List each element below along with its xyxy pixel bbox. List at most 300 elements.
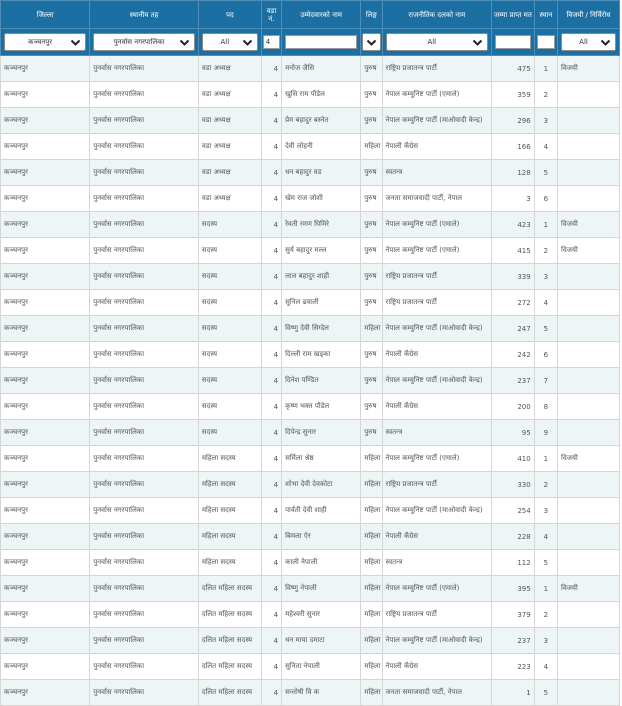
cell-district: कञ्चनपुर bbox=[1, 342, 90, 368]
cell-post: सदस्य bbox=[198, 394, 261, 420]
cell-party: नेपाल कम्युनिष्ट पार्टी (एमाले) bbox=[382, 212, 492, 238]
cell-district: कञ्चनपुर bbox=[1, 394, 90, 420]
filter-cell-party bbox=[382, 29, 492, 56]
cell-gender: महिला bbox=[361, 602, 382, 628]
cell-local-body: पुनर्वास नगरपालिका bbox=[90, 160, 199, 186]
cell-post: सदस्य bbox=[198, 212, 261, 238]
table-row[interactable] bbox=[1, 524, 620, 550]
cell-votes: 423 bbox=[492, 212, 535, 238]
cell-gender: महिला bbox=[361, 550, 382, 576]
cell-candidate: विष्णु देवी सिग्देल bbox=[282, 316, 361, 342]
cell-candidate: विष्णु नेपाली bbox=[282, 576, 361, 602]
cell-post: वडा अध्यक्ष bbox=[198, 134, 261, 160]
cell-local-body: पुनर्वास नगरपालिका bbox=[90, 420, 199, 446]
cell-rank: 6 bbox=[534, 186, 557, 212]
cell-local-body: पुनर्वास नगरपालिका bbox=[90, 82, 199, 108]
cell-local-body: पुनर्वास नगरपालिका bbox=[90, 368, 199, 394]
cell-result bbox=[558, 550, 620, 576]
district-filter-value: कञ्चनपुर bbox=[28, 37, 53, 46]
col-header-rank[interactable]: स्थान bbox=[534, 1, 557, 29]
table-row[interactable] bbox=[1, 264, 620, 290]
result-filter-value: All bbox=[579, 38, 588, 46]
cell-party: स्वतन्त्र bbox=[382, 160, 492, 186]
cell-post: महिला सदस्य bbox=[198, 550, 261, 576]
col-header-votes[interactable]: जम्मा प्राप्त मत bbox=[492, 1, 535, 29]
cell-candidate: सुनिल ढवाली bbox=[282, 290, 361, 316]
cell-candidate: काली नेपाली bbox=[282, 550, 361, 576]
filter-cell-local-body bbox=[90, 29, 199, 56]
table-row[interactable] bbox=[1, 654, 620, 680]
rank-filter-input[interactable] bbox=[537, 35, 555, 49]
cell-district: कञ्चनपुर bbox=[1, 446, 90, 472]
cell-result bbox=[558, 654, 620, 680]
table-row[interactable] bbox=[1, 108, 620, 134]
filter-cell-rank bbox=[534, 29, 557, 56]
cell-ward: 4 bbox=[261, 108, 281, 134]
cell-district: कञ्चनपुर bbox=[1, 134, 90, 160]
cell-post: महिला सदस्य bbox=[198, 524, 261, 550]
cell-post: दलित महिला सदस्य bbox=[198, 680, 261, 706]
cell-local-body: पुनर्वास नगरपालिका bbox=[90, 290, 199, 316]
table-row[interactable] bbox=[1, 394, 620, 420]
cell-party: नेपाली कँग्रेस bbox=[382, 654, 492, 680]
cell-gender: पुरुष bbox=[361, 290, 382, 316]
cell-rank: 1 bbox=[534, 576, 557, 602]
cell-result bbox=[558, 160, 620, 186]
col-header-gender[interactable]: लिङ्ग bbox=[361, 1, 382, 29]
cell-gender: पुरुष bbox=[361, 56, 382, 82]
cell-party: नेपाल कम्युनिष्ट पार्टी (माओवादी केन्द्र) bbox=[382, 316, 492, 342]
cell-party: नेपाल कम्युनिष्ट पार्टी (एमाले) bbox=[382, 238, 492, 264]
cell-candidate: सर्मिला श्रेष्ठ bbox=[282, 446, 361, 472]
cell-post: वडा अध्यक्ष bbox=[198, 82, 261, 108]
table-row[interactable] bbox=[1, 82, 620, 108]
cell-rank: 5 bbox=[534, 160, 557, 186]
cell-local-body: पुनर्वास नगरपालिका bbox=[90, 264, 199, 290]
cell-party: नेपाल कम्युनिष्ट पार्टी (एमाले) bbox=[382, 82, 492, 108]
party-filter-select[interactable] bbox=[386, 33, 489, 51]
table-row[interactable] bbox=[1, 134, 620, 160]
cell-gender: पुरुष bbox=[361, 394, 382, 420]
cell-post: वडा अध्यक्ष bbox=[198, 56, 261, 82]
cell-votes: 237 bbox=[492, 368, 535, 394]
table-row[interactable] bbox=[1, 602, 620, 628]
post-filter-select[interactable] bbox=[202, 33, 258, 51]
cell-post: सदस्य bbox=[198, 316, 261, 342]
cell-votes: 410 bbox=[492, 446, 535, 472]
local-body-filter-select[interactable] bbox=[93, 33, 195, 51]
cell-rank: 7 bbox=[534, 368, 557, 394]
cell-gender: पुरुष bbox=[361, 368, 382, 394]
ward-filter-input[interactable]: 4 bbox=[263, 35, 280, 49]
chevron-down-icon bbox=[600, 38, 611, 47]
cell-result: विजयी bbox=[558, 576, 620, 602]
cell-rank: 1 bbox=[534, 56, 557, 82]
cell-ward: 4 bbox=[261, 602, 281, 628]
col-header-result[interactable]: विजयी / निर्विरोध bbox=[558, 1, 620, 29]
table-row[interactable] bbox=[1, 446, 620, 472]
cell-party: राष्ट्रिय प्रजातन्त्र पार्टी bbox=[382, 602, 492, 628]
cell-ward: 4 bbox=[261, 186, 281, 212]
cell-votes: 359 bbox=[492, 82, 535, 108]
cell-result bbox=[558, 108, 620, 134]
cell-candidate: कृष्ण भक्त पौडेल bbox=[282, 394, 361, 420]
cell-party: राष्ट्रिय प्रजातन्त्र पार्टी bbox=[382, 472, 492, 498]
col-header-district[interactable]: जिल्ला bbox=[1, 1, 90, 29]
cell-ward: 4 bbox=[261, 394, 281, 420]
cell-post: सदस्य bbox=[198, 290, 261, 316]
cell-result bbox=[558, 342, 620, 368]
cell-local-body: पुनर्वास नगरपालिका bbox=[90, 134, 199, 160]
cell-ward: 4 bbox=[261, 654, 281, 680]
filter-cell-gender bbox=[361, 29, 382, 56]
cell-rank: 4 bbox=[534, 290, 557, 316]
cell-district: कञ्चनपुर bbox=[1, 56, 90, 82]
cell-district: कञ्चनपुर bbox=[1, 290, 90, 316]
col-header-party[interactable]: राजनीतिक दलको नाम bbox=[382, 1, 492, 29]
cell-candidate: सन्तोषी वि क bbox=[282, 680, 361, 706]
cell-result: विजयी bbox=[558, 446, 620, 472]
cell-party: नेपाली कँग्रेस bbox=[382, 342, 492, 368]
cell-party: स्वतन्त्र bbox=[382, 420, 492, 446]
cell-district: कञ्चनपुर bbox=[1, 550, 90, 576]
cell-party: नेपाल कम्युनिष्ट पार्टी (एमाले) bbox=[382, 576, 492, 602]
cell-party: नेपाल कम्युनिष्ट पार्टी (माओवादी केन्द्र) bbox=[382, 368, 492, 394]
table-row[interactable] bbox=[1, 498, 620, 524]
cell-votes: 475 bbox=[492, 56, 535, 82]
cell-local-body: पुनर्वास नगरपालिका bbox=[90, 628, 199, 654]
table-body bbox=[1, 56, 620, 706]
cell-gender: महिला bbox=[361, 576, 382, 602]
cell-candidate: बिमला ऐर bbox=[282, 524, 361, 550]
cell-post: दलित महिला सदस्य bbox=[198, 602, 261, 628]
party-filter-value: All bbox=[427, 38, 437, 46]
filter-cell-district bbox=[1, 29, 90, 56]
cell-rank: 5 bbox=[534, 680, 557, 706]
cell-local-body: पुनर्वास नगरपालिका bbox=[90, 186, 199, 212]
cell-votes: 242 bbox=[492, 342, 535, 368]
cell-district: कञ्चनपुर bbox=[1, 368, 90, 394]
cell-local-body: पुनर्वास नगरपालिका bbox=[90, 316, 199, 342]
cell-votes: 223 bbox=[492, 654, 535, 680]
cell-result bbox=[558, 524, 620, 550]
cell-rank: 5 bbox=[534, 316, 557, 342]
filter-cell-result bbox=[558, 29, 620, 56]
cell-district: कञ्चनपुर bbox=[1, 186, 90, 212]
col-header-local-body[interactable]: स्थानीय तह bbox=[90, 1, 199, 29]
table-row[interactable] bbox=[1, 472, 620, 498]
cell-post: दलित महिला सदस्य bbox=[198, 576, 261, 602]
cell-gender: महिला bbox=[361, 472, 382, 498]
cell-district: कञ्चनपुर bbox=[1, 316, 90, 342]
cell-local-body: पुनर्वास नगरपालिका bbox=[90, 576, 199, 602]
table-row[interactable] bbox=[1, 550, 620, 576]
cell-local-body: पुनर्वास नगरपालिका bbox=[90, 498, 199, 524]
cell-gender: पुरुष bbox=[361, 186, 382, 212]
table-row[interactable] bbox=[1, 420, 620, 446]
cell-gender: पुरुष bbox=[361, 264, 382, 290]
cell-candidate: दिनेश पण्डित bbox=[282, 368, 361, 394]
cell-rank: 2 bbox=[534, 472, 557, 498]
cell-rank: 4 bbox=[534, 654, 557, 680]
cell-post: सदस्य bbox=[198, 264, 261, 290]
cell-ward: 4 bbox=[261, 628, 281, 654]
chevron-down-icon bbox=[70, 38, 81, 47]
table-row[interactable] bbox=[1, 576, 620, 602]
cell-rank: 9 bbox=[534, 420, 557, 446]
cell-ward: 4 bbox=[261, 550, 281, 576]
cell-candidate: खेम राज जोशी bbox=[282, 186, 361, 212]
cell-gender: महिला bbox=[361, 498, 382, 524]
cell-ward: 4 bbox=[261, 238, 281, 264]
cell-gender: महिला bbox=[361, 524, 382, 550]
cell-ward: 4 bbox=[261, 212, 281, 238]
cell-result bbox=[558, 264, 620, 290]
cell-candidate: मनोज जैसि bbox=[282, 56, 361, 82]
cell-district: कञ्चनपुर bbox=[1, 160, 90, 186]
cell-party: जनता समाजवादी पार्टी, नेपाल bbox=[382, 680, 492, 706]
cell-result bbox=[558, 472, 620, 498]
cell-local-body: पुनर्वास नगरपालिका bbox=[90, 238, 199, 264]
col-header-ward[interactable]: वडा नं. bbox=[261, 1, 281, 29]
cell-gender: महिला bbox=[361, 654, 382, 680]
cell-result bbox=[558, 394, 620, 420]
cell-post: सदस्य bbox=[198, 238, 261, 264]
cell-district: कञ्चनपुर bbox=[1, 238, 90, 264]
cell-post: महिला सदस्य bbox=[198, 498, 261, 524]
cell-rank: 1 bbox=[534, 446, 557, 472]
filter-cell-candidate bbox=[282, 29, 361, 56]
table-row[interactable] bbox=[1, 368, 620, 394]
cell-result bbox=[558, 82, 620, 108]
cell-gender: पुरुष bbox=[361, 420, 382, 446]
cell-result bbox=[558, 602, 620, 628]
cell-gender: पुरुष bbox=[361, 342, 382, 368]
cell-party: नेपाली कँग्रेस bbox=[382, 394, 492, 420]
chevron-down-icon bbox=[242, 38, 253, 47]
cell-candidate: सुनिता नेपाली bbox=[282, 654, 361, 680]
cell-post: वडा अध्यक्ष bbox=[198, 160, 261, 186]
cell-post: सदस्य bbox=[198, 342, 261, 368]
cell-gender: महिला bbox=[361, 680, 382, 706]
filter-row bbox=[1, 29, 620, 56]
cell-district: कञ्चनपुर bbox=[1, 108, 90, 134]
cell-ward: 4 bbox=[261, 498, 281, 524]
table-row[interactable] bbox=[1, 160, 620, 186]
table-row[interactable] bbox=[1, 238, 620, 264]
cell-rank: 2 bbox=[534, 602, 557, 628]
cell-post: वडा अध्यक्ष bbox=[198, 108, 261, 134]
votes-filter-input[interactable] bbox=[495, 35, 531, 49]
cell-local-body: पुनर्वास नगरपालिका bbox=[90, 472, 199, 498]
cell-candidate: सुर्य बहादुर मल्ल bbox=[282, 238, 361, 264]
cell-rank: 3 bbox=[534, 498, 557, 524]
cell-votes: 237 bbox=[492, 628, 535, 654]
cell-result bbox=[558, 290, 620, 316]
cell-gender: महिला bbox=[361, 628, 382, 654]
cell-post: दलित महिला सदस्य bbox=[198, 654, 261, 680]
cell-party: जनता समाजवादी पार्टी, नेपाल bbox=[382, 186, 492, 212]
cell-result bbox=[558, 498, 620, 524]
cell-rank: 8 bbox=[534, 394, 557, 420]
cell-votes: 128 bbox=[492, 160, 535, 186]
cell-ward: 4 bbox=[261, 290, 281, 316]
cell-ward: 4 bbox=[261, 420, 281, 446]
cell-rank: 4 bbox=[534, 524, 557, 550]
cell-ward: 4 bbox=[261, 576, 281, 602]
table-row[interactable] bbox=[1, 628, 620, 654]
cell-post: सदस्य bbox=[198, 368, 261, 394]
district-filter-select[interactable] bbox=[4, 33, 86, 51]
cell-candidate: धन माया दमाटा bbox=[282, 628, 361, 654]
cell-post: महिला सदस्य bbox=[198, 472, 261, 498]
cell-result bbox=[558, 420, 620, 446]
cell-local-body: पुनर्वास नगरपालिका bbox=[90, 602, 199, 628]
cell-district: कञ्चनपुर bbox=[1, 654, 90, 680]
cell-ward: 4 bbox=[261, 524, 281, 550]
cell-post: दलित महिला सदस्य bbox=[198, 628, 261, 654]
cell-votes: 247 bbox=[492, 316, 535, 342]
cell-result bbox=[558, 134, 620, 160]
cell-rank: 1 bbox=[534, 212, 557, 238]
cell-result bbox=[558, 368, 620, 394]
result-filter-select[interactable] bbox=[561, 33, 616, 51]
cell-district: कञ्चनपुर bbox=[1, 602, 90, 628]
cell-rank: 2 bbox=[534, 82, 557, 108]
cell-candidate: खुसि राम पौडेल bbox=[282, 82, 361, 108]
cell-local-body: पुनर्वास नगरपालिका bbox=[90, 654, 199, 680]
cell-ward: 4 bbox=[261, 134, 281, 160]
table-row[interactable] bbox=[1, 56, 620, 82]
cell-votes: 1 bbox=[492, 680, 535, 706]
chevron-down-icon bbox=[472, 38, 483, 47]
cell-rank: 3 bbox=[534, 264, 557, 290]
cell-candidate: लाल बहादुर शाही bbox=[282, 264, 361, 290]
table-row[interactable] bbox=[1, 342, 620, 368]
cell-post: वडा अध्यक्ष bbox=[198, 186, 261, 212]
cell-district: कञ्चनपुर bbox=[1, 524, 90, 550]
cell-local-body: पुनर्वास नगरपालिका bbox=[90, 550, 199, 576]
cell-candidate: दिपेन्द्र सुनार bbox=[282, 420, 361, 446]
table-row[interactable] bbox=[1, 290, 620, 316]
cell-candidate: प्रेम बहादुर बस्नेत bbox=[282, 108, 361, 134]
cell-ward: 4 bbox=[261, 680, 281, 706]
cell-ward: 4 bbox=[261, 342, 281, 368]
filter-cell-post bbox=[198, 29, 261, 56]
cell-votes: 339 bbox=[492, 264, 535, 290]
cell-result bbox=[558, 186, 620, 212]
cell-result: विजयी bbox=[558, 56, 620, 82]
cell-rank: 4 bbox=[534, 134, 557, 160]
cell-votes: 395 bbox=[492, 576, 535, 602]
table-row[interactable] bbox=[1, 316, 620, 342]
cell-local-body: पुनर्वास नगरपालिका bbox=[90, 446, 199, 472]
cell-party: नेपाल कम्युनिष्ट पार्टी (एमाले) bbox=[382, 446, 492, 472]
cell-candidate: देवी लोहनी bbox=[282, 134, 361, 160]
cell-candidate: पार्वती देवी शाही bbox=[282, 498, 361, 524]
filter-cell-votes bbox=[492, 29, 535, 56]
cell-votes: 330 bbox=[492, 472, 535, 498]
local-body-filter-value: पुनर्वास नगरपालिका bbox=[113, 37, 165, 46]
cell-votes: 112 bbox=[492, 550, 535, 576]
cell-district: कञ्चनपुर bbox=[1, 82, 90, 108]
cell-votes: 228 bbox=[492, 524, 535, 550]
table-row[interactable] bbox=[1, 212, 620, 238]
cell-gender: पुरुष bbox=[361, 82, 382, 108]
cell-votes: 296 bbox=[492, 108, 535, 134]
cell-candidate: रेवती रमण घिमिरे bbox=[282, 212, 361, 238]
cell-result bbox=[558, 316, 620, 342]
cell-local-body: पुनर्वास नगरपालिका bbox=[90, 212, 199, 238]
cell-candidate: शोभा देवी देवकोटा bbox=[282, 472, 361, 498]
cell-local-body: पुनर्वास नगरपालिका bbox=[90, 680, 199, 706]
table-row[interactable] bbox=[1, 680, 620, 706]
candidate-filter-input[interactable] bbox=[285, 35, 357, 49]
cell-candidate: धन बहादुर वड bbox=[282, 160, 361, 186]
cell-votes: 254 bbox=[492, 498, 535, 524]
col-header-candidate[interactable]: उम्मेदवारको नाम bbox=[282, 1, 361, 29]
col-header-post[interactable]: पद bbox=[198, 1, 261, 29]
cell-gender: पुरुष bbox=[361, 108, 382, 134]
cell-gender: महिला bbox=[361, 446, 382, 472]
cell-candidate: दिल्ली राम खड्का bbox=[282, 342, 361, 368]
cell-result bbox=[558, 680, 620, 706]
post-filter-value: All bbox=[220, 38, 230, 46]
table-row[interactable] bbox=[1, 186, 620, 212]
cell-local-body: पुनर्वास नगरपालिका bbox=[90, 342, 199, 368]
cell-ward: 4 bbox=[261, 56, 281, 82]
cell-result: विजयी bbox=[558, 238, 620, 264]
cell-rank: 5 bbox=[534, 550, 557, 576]
cell-party: नेपाल कम्युनिष्ट पार्टी (माओवादी केन्द्र) bbox=[382, 108, 492, 134]
chevron-down-icon bbox=[179, 38, 190, 47]
cell-votes: 200 bbox=[492, 394, 535, 420]
cell-district: कञ्चनपुर bbox=[1, 576, 90, 602]
cell-rank: 3 bbox=[534, 108, 557, 134]
cell-candidate: महेश्वरी सुनार bbox=[282, 602, 361, 628]
cell-party: स्वतन्त्र bbox=[382, 550, 492, 576]
cell-local-body: पुनर्वास नगरपालिका bbox=[90, 394, 199, 420]
cell-local-body: पुनर्वास नगरपालिका bbox=[90, 108, 199, 134]
cell-gender: महिला bbox=[361, 134, 382, 160]
cell-post: महिला सदस्य bbox=[198, 446, 261, 472]
cell-party: नेपाल कम्युनिष्ट पार्टी (माओवादी केन्द्र) bbox=[382, 498, 492, 524]
cell-party: नेपाली कँग्रेस bbox=[382, 134, 492, 160]
cell-votes: 3 bbox=[492, 186, 535, 212]
cell-gender: महिला bbox=[361, 316, 382, 342]
cell-votes: 95 bbox=[492, 420, 535, 446]
cell-votes: 415 bbox=[492, 238, 535, 264]
cell-ward: 4 bbox=[261, 446, 281, 472]
cell-local-body: पुनर्वास नगरपालिका bbox=[90, 56, 199, 82]
cell-ward: 4 bbox=[261, 264, 281, 290]
cell-district: कञ्चनपुर bbox=[1, 628, 90, 654]
cell-votes: 379 bbox=[492, 602, 535, 628]
cell-result: विजयी bbox=[558, 212, 620, 238]
cell-ward: 4 bbox=[261, 160, 281, 186]
cell-rank: 3 bbox=[534, 628, 557, 654]
cell-party: राष्ट्रिय प्रजातन्त्र पार्टी bbox=[382, 56, 492, 82]
cell-district: कञ्चनपुर bbox=[1, 420, 90, 446]
gender-filter-select[interactable] bbox=[362, 33, 380, 51]
cell-votes: 166 bbox=[492, 134, 535, 160]
cell-district: कञ्चनपुर bbox=[1, 264, 90, 290]
cell-post: सदस्य bbox=[198, 420, 261, 446]
cell-ward: 4 bbox=[261, 472, 281, 498]
cell-gender: पुरुष bbox=[361, 160, 382, 186]
cell-gender: पुरुष bbox=[361, 238, 382, 264]
cell-party: राष्ट्रिय प्रजातन्त्र पार्टी bbox=[382, 290, 492, 316]
